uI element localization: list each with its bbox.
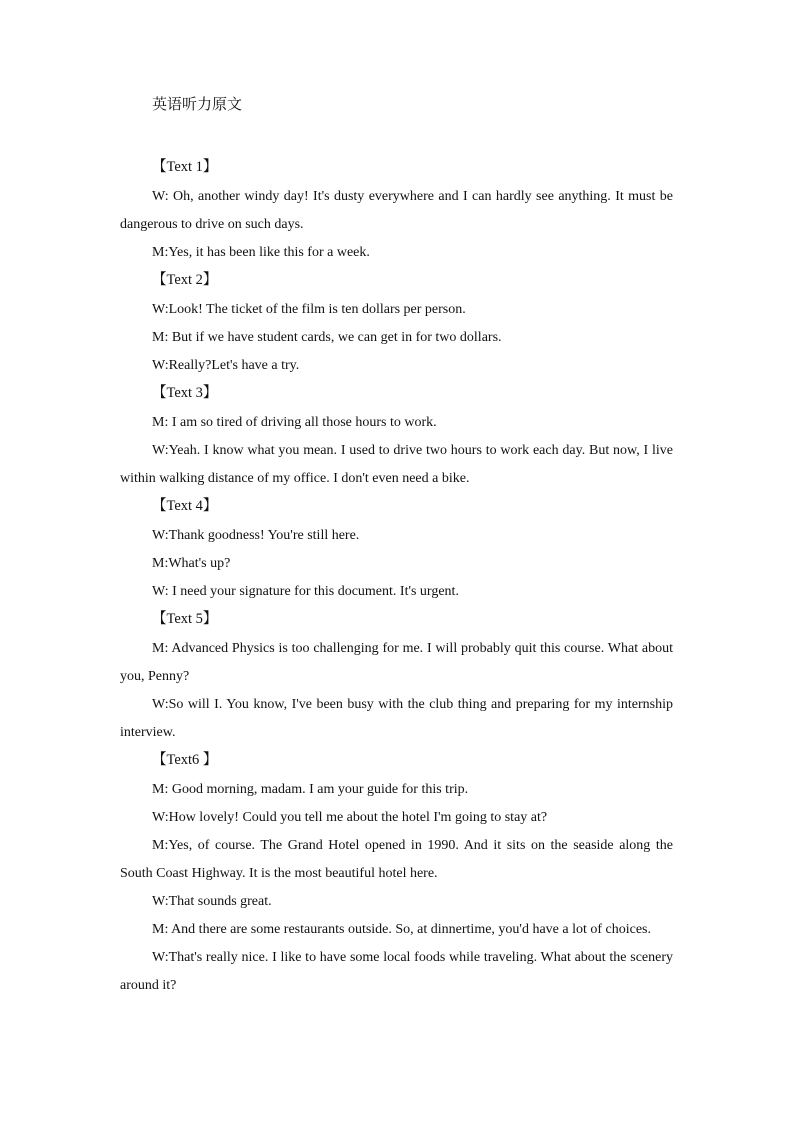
section-heading: 【Text 4】 <box>152 498 218 514</box>
dialogue-line: W:How lovely! Could you tell me about the hotel I'm going to stay at? <box>152 810 548 825</box>
transcript-body <box>120 154 673 1000</box>
dialogue-line: W:That sounds great. <box>152 894 272 909</box>
dialogue-line: M: But if we have student cards, we can get in for two dollars. <box>152 330 502 345</box>
section-heading: 【Text 3】 <box>152 385 218 401</box>
dialogue-line: W: Oh, another windy day! It's dusty everywhere and I can hardly see anything. It must be dangerous to drive on such days. <box>120 189 673 232</box>
dialogue-line: W: I need your signature for this document. It's urgent. <box>152 584 459 599</box>
dialogue-line: W:Thank goodness! You're still here. <box>152 528 360 543</box>
dialogue-line: W:So will I. You know, I've been busy with the club thing and preparing for my internship interview. <box>120 697 673 740</box>
dialogue-line: M:Yes, of course. The Grand Hotel opened in 1990. And it sits on the seaside along the South Coast Highway. It is the most beautiful hotel here. <box>120 838 673 881</box>
dialogue-line: M: I am so tired of driving all those hours to work. <box>152 415 437 430</box>
dialogue-line: M: Good morning, madam. I am your guide for this trip. <box>152 782 469 797</box>
dialogue-line: M:What's up? <box>152 556 231 571</box>
document-title: 英语听力原文 <box>152 97 243 113</box>
dialogue-line: M:Yes, it has been like this for a week. <box>152 245 370 260</box>
section-heading: 【Text 1】 <box>152 159 218 175</box>
dialogue-line: W:Yeah. I know what you mean. I used to drive two hours to work each day. But now, I live within walking distance of my office. I don't even need a bike. <box>120 443 673 486</box>
dialogue-line: M: And there are some restaurants outside. So, at dinnertime, you'd have a lot of choices. <box>152 922 652 937</box>
dialogue-line: W:That's really nice. I like to have some local foods while traveling. What about the scenery around it? <box>120 950 673 993</box>
dialogue-line: M: Advanced Physics is too challenging for me. I will probably quit this course. What about you, Penny? <box>120 641 673 684</box>
dialogue-line: W:Look! The ticket of the film is ten dollars per person. <box>152 302 466 317</box>
section-heading: 【Text 5】 <box>152 611 218 627</box>
section-heading: 【Text6 】 <box>152 752 218 768</box>
section-heading: 【Text 2】 <box>152 272 218 288</box>
dialogue-line: W:Really?Let's have a try. <box>152 358 300 373</box>
